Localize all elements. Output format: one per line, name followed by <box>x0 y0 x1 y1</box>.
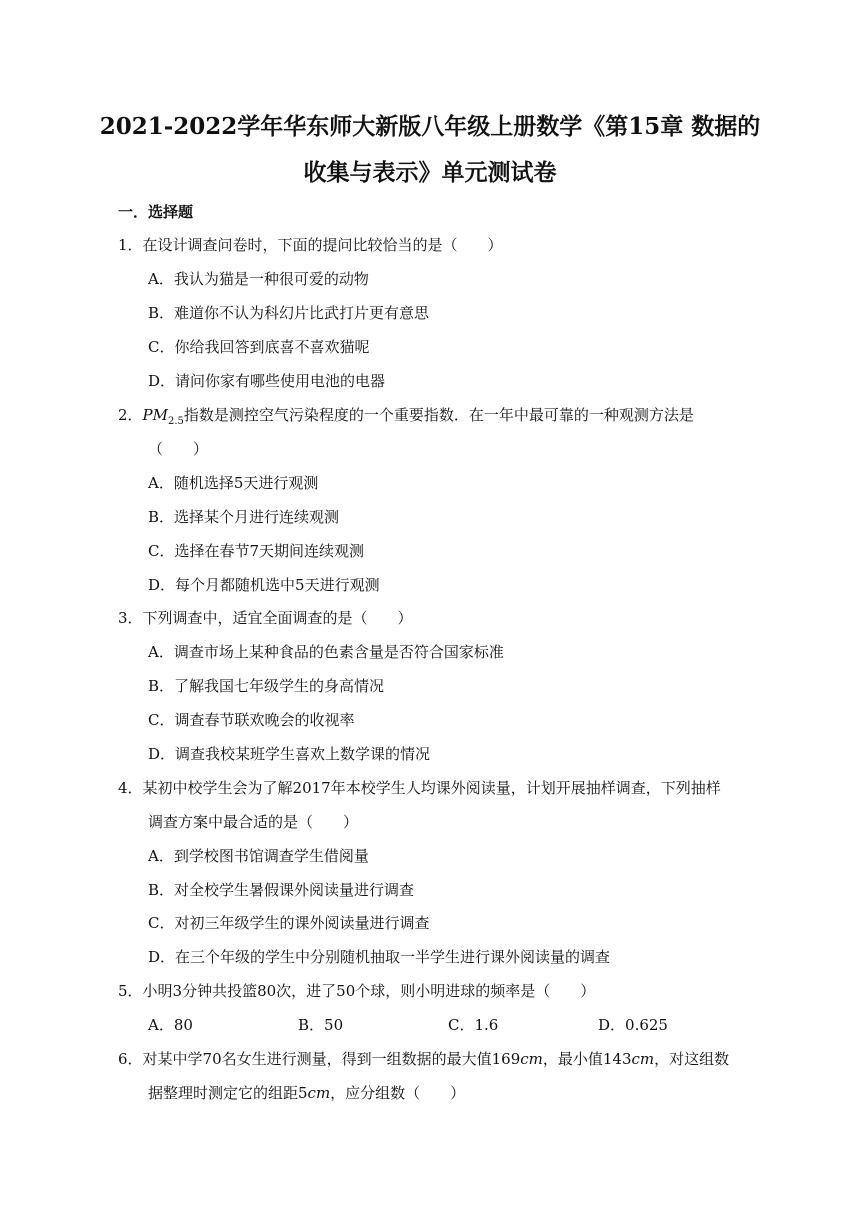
question-6-stem-continued <box>148 1083 465 1103</box>
question-6-text-c: ，对这组数 <box>654 1050 730 1068</box>
question-5-option-d: D．0.625 <box>598 1016 668 1034</box>
unit-cm: cm <box>631 1050 655 1068</box>
question-5-options-row <box>0 1015 860 1035</box>
question-5-option-c: C．1.6 <box>448 1016 499 1034</box>
question-3-option-d: D．调查我校某班学生喜欢上数学课的情况 <box>148 745 431 763</box>
question-5-option-a: A．80 <box>148 1016 193 1034</box>
question-3-option-b: B．了解我国七年级学生的身高情况 <box>148 677 385 695</box>
question-3-option-a: A．调查市场上某种食品的色素含量是否符合国家标准 <box>148 643 504 661</box>
question-2-stem <box>118 405 694 425</box>
question-5-option-b: B．50 <box>298 1016 344 1034</box>
question-2-option-c: C．选择在春节7天期间连续观测 <box>148 542 365 560</box>
question-1-stem: 1．在设计调查问卷时，下面的提问比较恰当的是（ ） <box>118 236 503 254</box>
question-6-text-b: ，最小值143 <box>542 1050 632 1068</box>
question-6-cont-a: 据整理时测定它的组距5 <box>148 1084 308 1102</box>
question-4-option-c: C．对初三年级学生的课外阅读量进行调查 <box>148 914 430 932</box>
question-2-number: 2． <box>118 406 143 424</box>
question-2-option-a: A．随机选择5天进行观测 <box>148 474 319 492</box>
question-2-option-d: D．每个月都随机选中5天进行观测 <box>148 576 380 594</box>
question-4-stem: 4．某初中校学生会为了解2017年本校学生人均课外阅读量，计划开展抽样调查，下列抽样 <box>118 779 721 797</box>
document-title-line1: 2021-2022学年华东师大新版八年级上册数学《第15章 数据的 <box>99 113 761 140</box>
document-title-line2: 收集与表示》单元测试卷 <box>303 159 557 186</box>
question-6-stem <box>118 1049 729 1069</box>
question-6-text-a: 6．对某中学70名女生进行测量，得到一组数据的最大值169 <box>118 1050 521 1068</box>
question-4-option-b: B．对全校学生暑假课外阅读量进行调查 <box>148 881 415 899</box>
question-1-option-a: A．我认为猫是一种很可爱的动物 <box>148 270 369 288</box>
question-1-option-b: B．难道你不认为科幻片比武打片更有意思 <box>148 304 430 322</box>
question-1-option-d: D．请问你家有哪些使用电池的电器 <box>148 372 386 390</box>
pm-subscript: 2.5 <box>168 416 184 427</box>
question-4-option-a: A．到学校图书馆调查学生借阅量 <box>148 847 369 865</box>
question-1-option-c: C．你给我回答到底喜不喜欢猫呢 <box>148 338 370 356</box>
question-3-stem: 3．下列调查中，适宜全面调查的是（ ） <box>118 609 413 627</box>
question-5-stem: 5．小明3分钟共投篮80次，进了50个球，则小明进球的频率是（ ） <box>118 982 596 1000</box>
pm-variable: PM <box>142 406 168 424</box>
question-2-option-b: B．选择某个月进行连续观测 <box>148 508 340 526</box>
section-heading: 一．选择题 <box>118 203 194 221</box>
question-3-option-c: C．调查春节联欢晚会的收视率 <box>148 711 355 729</box>
unit-cm: cm <box>307 1084 331 1102</box>
unit-cm: cm <box>520 1050 543 1068</box>
question-4-option-d: D．在三个年级的学生中分别随机抽取一半学生进行课外阅读量的调查 <box>148 948 611 966</box>
question-4-stem-continued: 调查方案中最合适的是（ ） <box>148 813 359 831</box>
question-2-stem-continued: （ ） <box>148 440 209 458</box>
question-2-stem-text: 指数是测控空气污染程度的一个重要指数．在一年中最可靠的一种观测方法是 <box>183 406 694 424</box>
question-6-cont-b: ，应分组数（ ） <box>330 1084 466 1102</box>
